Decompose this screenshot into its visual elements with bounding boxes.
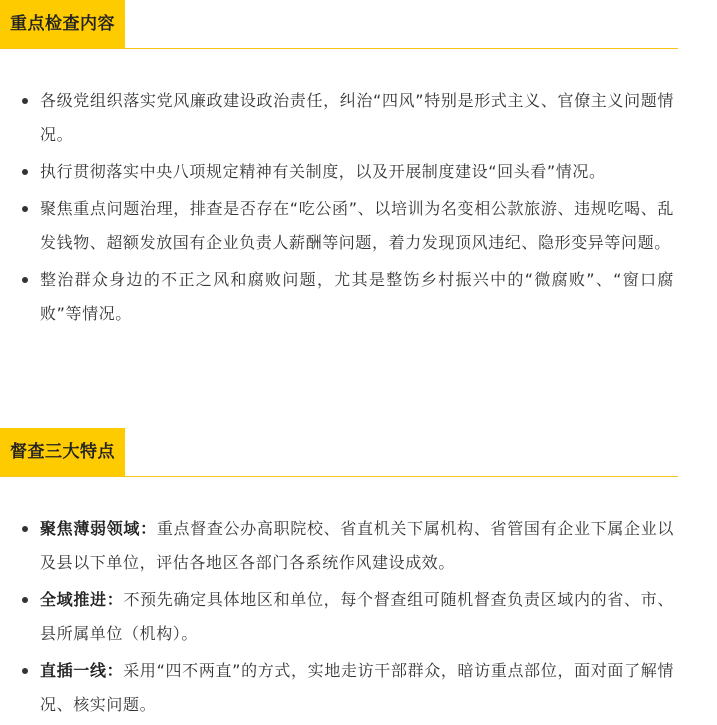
bullet-icon [22, 206, 28, 212]
section-key-inspection [0, 0, 678, 49]
section-title: 重点检查内容 [0, 0, 125, 48]
bullet-icon [22, 98, 28, 104]
inspection-list [0, 84, 678, 334]
list-item: 聚焦薄弱领域：重点督查公办高职院校、省直机关下属机构、省管国有企业下属企业以及县以下单位，评估各地区各部门各系统作风建设成效。 [0, 512, 678, 580]
section-header [0, 0, 678, 49]
item-lead: 直插一线： [40, 661, 124, 680]
section-header [0, 428, 678, 477]
item-lead: 全域推进： [40, 590, 124, 609]
features-list [0, 512, 678, 725]
item-lead: 聚焦薄弱领域： [40, 519, 157, 538]
bullet-icon [22, 668, 28, 674]
list-item: 整治群众身边的不正之风和腐败问题，尤其是整饬乡村振兴中的“微腐败”、“窗口腐败”等情况。 [0, 263, 678, 331]
list-item: 直插一线：采用“四不两直”的方式，实地走访干部群众，暗访重点部位，面对面了解情况、核实问题。 [0, 654, 678, 722]
bullet-icon [22, 526, 28, 532]
bullet-icon [22, 169, 28, 175]
list-item: 执行贯彻落实中央八项规定精神有关制度，以及开展制度建设“回头看”情况。 [0, 155, 678, 189]
list-item: 全域推进：不预先确定具体地区和单位，每个督查组可随机督查负责区域内的省、市、县所属单位（机构）。 [0, 583, 678, 651]
bullet-icon [22, 597, 28, 603]
list-item: 聚焦重点问题治理，排查是否存在“吃公函”、以培训为名变相公款旅游、违规吃喝、乱发钱物、超额发放国有企业负责人薪酬等问题，着力发现顶风违纪、隐形变异等问题。 [0, 192, 678, 260]
section-title: 督查三大特点 [0, 428, 125, 476]
list-item: 各级党组织落实党风廉政建设政治责任，纠治“四风”特别是形式主义、官僚主义问题情况。 [0, 84, 678, 152]
bullet-icon [22, 277, 28, 283]
section-three-features [0, 428, 678, 477]
